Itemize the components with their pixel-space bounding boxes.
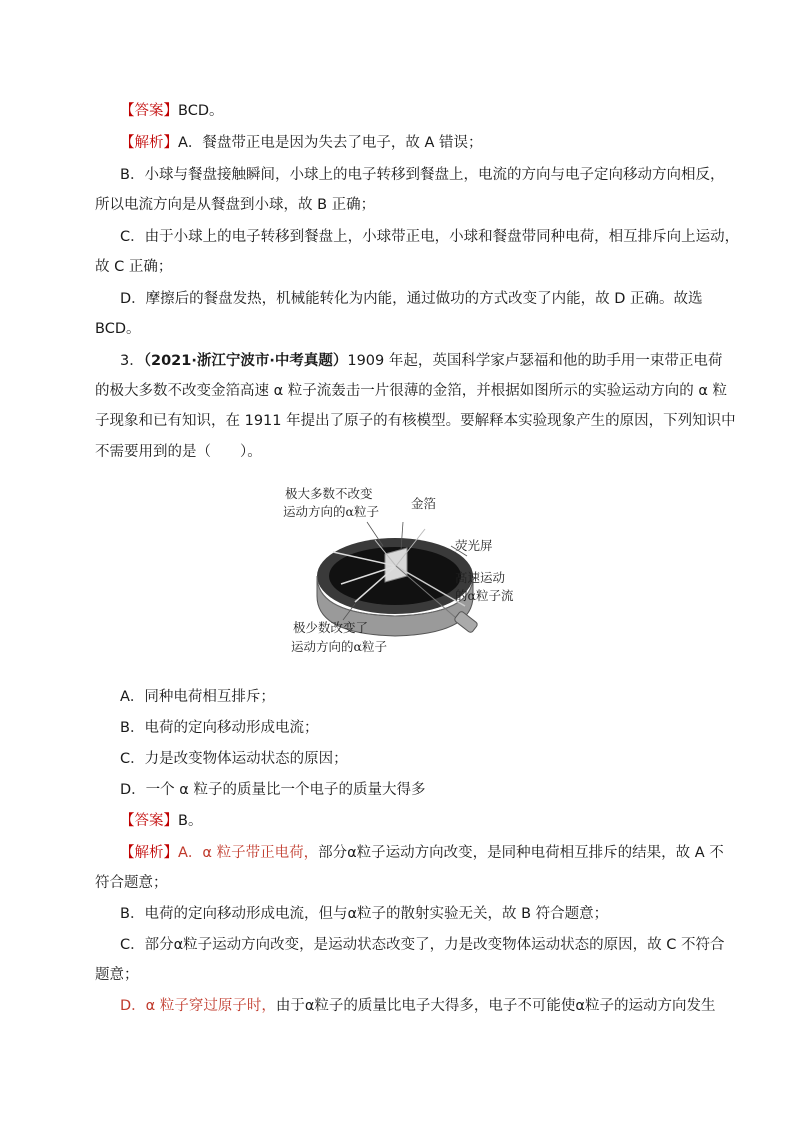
analysis2-d-line	[120, 996, 730, 1016]
question-number: 3．	[120, 353, 144, 369]
analysis2-d-rest: 由于α粒子的质量比电子大得多，电子不可能使α粒子的运动方向发生	[275, 998, 716, 1014]
analysis2-line-a	[120, 843, 730, 863]
option-c: C．力是改变物体运动状态的原因；	[120, 751, 348, 767]
analysis2-a-rest: 部分α粒子运动方向改变，是同种电荷相互排斥的结果，故 A 不	[318, 845, 724, 861]
option-d: D．一个 α 粒子的质量比一个电子的质量大得多	[120, 782, 426, 798]
analysis2-c-line-2: 题意；	[95, 967, 139, 983]
analysis-tag-2: 【解析】	[120, 845, 178, 861]
answer-line-2	[120, 811, 730, 831]
label-gold-foil: 金箔	[411, 496, 437, 511]
analysis-b-line-2: 所以电流方向是从餐盘到小球，故 B 正确；	[95, 197, 376, 213]
question-source: （2021·浙江宁波市·中考真题）	[143, 353, 348, 369]
analysis-a-text: A．餐盘带正电是因为失去了电子，故 A 错误；	[178, 135, 483, 151]
analysis-tag: 【解析】	[120, 135, 178, 151]
analysis-d-line-2: BCD。	[95, 321, 141, 337]
question-text-1: 1909 年起，英国科学家卢瑟福和他的助手用一束带正电荷	[347, 353, 723, 369]
label-stream-2: 的α粒子流	[455, 588, 514, 603]
analysis2-a-red: A．α 粒子带正电荷，	[178, 845, 319, 861]
answer-text: BCD。	[178, 103, 224, 119]
label-few-particles-2: 运动方向的α粒子	[291, 639, 387, 654]
analysis-b-line-1: B．小球与餐盘接触瞬间，小球上的电子转移到餐盘上，电流的方向与电子定向移动方向相反，	[120, 167, 725, 183]
analysis-d-line-1: D．摩擦后的餐盘发热，机械能转化为内能，通过做功的方式改变了内能，故 D 正确。故选	[120, 291, 703, 307]
option-a: A．同种电荷相互排斥；	[120, 689, 275, 705]
analysis2-a-line-2: 符合题意；	[95, 875, 168, 891]
analysis-c-line-2: 故 C 正确；	[95, 259, 173, 275]
option-b: B．电荷的定向移动形成电流；	[120, 720, 319, 736]
question-3-line-2: 的极大多数不改变金箔高速 α 粒子流轰击一片很薄的金箔，并根据如图所示的实验运动方向的 α 粒	[95, 383, 728, 399]
analysis-line-a	[120, 133, 730, 153]
rutherford-experiment-figure	[255, 484, 545, 660]
label-fluorescent-screen: 荧光屏	[455, 538, 493, 553]
answer-line-1	[120, 101, 730, 121]
analysis-c-line-1: C．由于小球上的电子转移到餐盘上，小球带正电，小球和餐盘带同种电荷，相互排斥向上运动，	[120, 229, 740, 245]
label-few-particles-1: 极少数改变了	[293, 620, 369, 635]
analysis2-b-line: B．电荷的定向移动形成电流，但与α粒子的散射实验无关，故 B 符合题意；	[120, 906, 609, 922]
answer-tag-2: 【答案】	[120, 813, 178, 829]
question-3-line-1	[120, 351, 730, 371]
label-most-particles-2: 运动方向的α粒子	[283, 504, 379, 519]
answer-tag: 【答案】	[120, 103, 178, 119]
analysis2-c-line-1: C．部分α粒子运动方向改变，是运动状态改变了，力是改变物体运动状态的原因，故 C 不符合	[120, 937, 725, 953]
question-3-line-3: 子现象和已有知识，在 1911 年提出了原子的有核模型。要解释本实验现象产生的原因，下列知识中	[95, 413, 736, 429]
question-3-line-4: 不需要用到的是（ ）。	[95, 444, 262, 460]
label-stream-1: 高速运动	[455, 570, 506, 585]
answer-text-2: B。	[178, 813, 203, 829]
label-most-particles-1: 极大多数不改变	[285, 486, 373, 501]
analysis2-d-red: D．α 粒子穿过原子时，	[120, 998, 276, 1014]
